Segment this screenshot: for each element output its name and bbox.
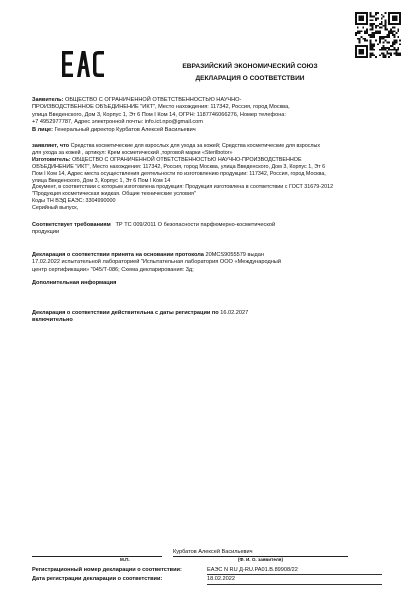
- document-line: "Продукция косметическая жидкая. Общие технические условия": [32, 191, 196, 198]
- applicant-label: Заявитель:: [32, 97, 64, 103]
- validity-block: [32, 310, 392, 325]
- validity-label-2: включительно: [32, 317, 73, 324]
- document-line: Документ, в соответствии с которым изготовлена продукция: Продукция изготовлена в соответствии с ГОСТ 31679-2012: [32, 184, 334, 191]
- applicant-line: +7 4952977787, Адрес электронной почты: info.ict.npo@gmail.com: [32, 119, 203, 126]
- applicant-line: улица Введенского, Дом 3, Корпус 1, Эт 6 Пом I Ком 14, ОГРН: 1187746066276, Номер телефона:: [32, 111, 286, 118]
- basis-line: 17.02.2022 испытательной лабораторией "Испытательная лаборатория ООО «Международный: [32, 259, 281, 266]
- declares-block: [32, 143, 392, 212]
- registration-date-label: Дата регистрации декларации о соответствии:: [32, 576, 163, 583]
- manufacturer-line: улица Введенского, Дом 3, Корпус 1, Эт 6 Пом I Ком 14: [32, 177, 171, 184]
- manufacturer-line: ОБЩЕСТВО С ОГРАНИЧЕННОЙ ОТВЕТСТВЕННОСТЬЮ НАУЧНО-ПРОИЗВОДСТВЕННОЕ: [72, 157, 302, 164]
- serial-line: Серийный выпуск,: [32, 204, 79, 211]
- registration-number: ЕАЭС N RU Д-RU.PA01.B.89908/22: [207, 567, 382, 575]
- additional-info-label: Дополнительная информация: [32, 280, 117, 286]
- manufacturer-line: Пом I Ком 14, Адрес места осуществления деятельности по изготовлению продукции: 117342, Россия, город Москва,: [32, 170, 326, 177]
- signature-name: Курбатов Алексей Васильевич: [173, 549, 348, 557]
- requirements-block: [32, 222, 392, 237]
- basis-label: Декларация о соответствии принята на основании протокола: [32, 252, 204, 258]
- person-label: В лице:: [32, 126, 53, 133]
- manufacturer-line: ОБЪЕДИНЕНИЕ "ИКТ", Место нахождения: 117342, Россия, город Москва, улица Введенского, Дом 3, Корпус 1, Эт 6: [32, 164, 326, 170]
- product-line: для ухода за кожей , артикул: Крем косметический ,торговой марки «Sterilbotor»: [32, 150, 233, 157]
- qr-code: [355, 12, 401, 58]
- basis-line: центр сертификации» "045/Т-086; Схема декларирования: 3д;: [32, 266, 194, 273]
- signature-caption: (Ф. И. О. заявителя): [237, 557, 284, 562]
- requirements-label: Соответствует требованиям: [32, 222, 111, 228]
- signature-line: [32, 556, 162, 557]
- validity-label: Декларация о соответствии действительна с даты регистрации по: [32, 310, 219, 316]
- eac-logo: [62, 49, 106, 79]
- applicant-line: ПРОИЗВОДСТВЕННОЕ ОБЪЕДИНЕНИЕ "ИКТ", Место нахождения: 117342, Россия, город Москва,: [32, 104, 290, 111]
- requirements-line: продукции: [32, 229, 60, 236]
- applicant-block: [32, 97, 392, 134]
- person-value: Генеральный директор Курбатов Алексей Васильевич: [54, 126, 196, 133]
- basis-protocol: 20MCS9055579 выдан: [205, 252, 264, 258]
- product-line: Средства косметические для взрослых для ухода за кожей; Средства косметические для взрослых: [70, 143, 321, 149]
- basis-block: [32, 252, 392, 274]
- codes-line: Коды ТН ВЭД ЕАЭС: 3304990000: [32, 197, 116, 204]
- manufacturer-label: Изготовитель:: [32, 157, 71, 164]
- stamp-label: М.П.: [120, 557, 130, 562]
- union-title: ЕВРАЗИЙСКИЙ ЭКОНОМИЧЕСКИЙ СОЮЗ: [182, 63, 318, 70]
- validity-date: 16.02.2027: [220, 310, 249, 316]
- document-title: ДЕКЛАРАЦИЯ О СООТВЕТСТВИИ: [195, 75, 305, 82]
- applicant-line: ОБЩЕСТВО С ОГРАНИЧЕННОЙ ОТВЕТСТВЕННОСТЬЮ НАУЧНО-: [65, 97, 242, 103]
- registration-date: 18.02.2022: [207, 576, 382, 584]
- registration-block: [32, 567, 392, 585]
- registration-number-label: Регистрационный номер декларации о соответствии:: [32, 567, 182, 573]
- requirements-line: ТР ТС 009/2011 О безопасности парфюмерно-косметической: [115, 222, 276, 228]
- declares-label: заявляет, что: [32, 143, 70, 149]
